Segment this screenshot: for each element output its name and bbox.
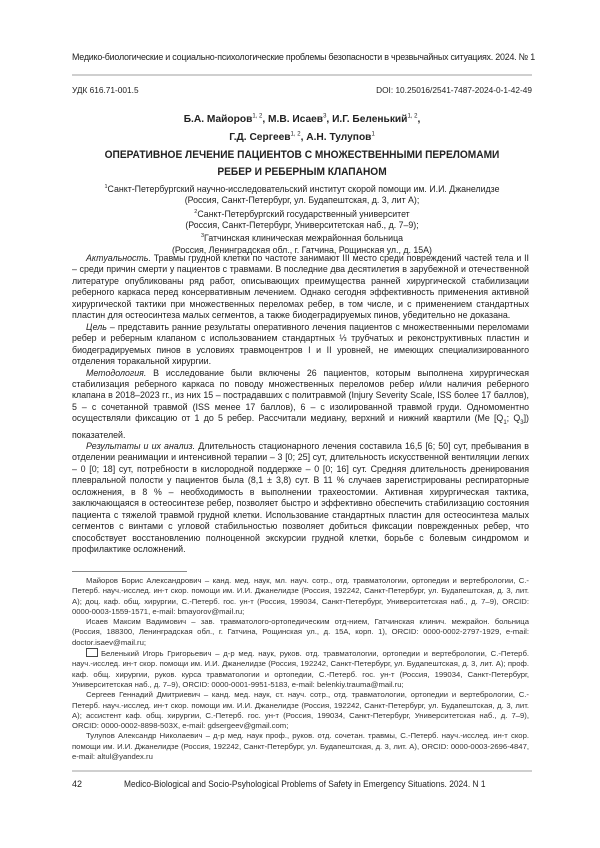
doi[interactable]: DOI: 10.25016/2541-7487-2024-0-1-42-49 <box>376 85 532 95</box>
footnote: Исаев Максим Вадимович – зав. травматолого-ортопедическим отд-нием, Гатчинская клинич. межрайон. больница (Россия, 188300, Ленинградская обл., г. Гатчина, Рощинская ул., д. 15А, корп. 1), ORCID: 0000-0002-2797-1929, e-mail: doctor.isaev@mail.ru; <box>72 617 529 648</box>
footnote-divider <box>72 571 187 572</box>
header-divider <box>72 74 532 76</box>
footer-journal-title: Medico-Biological and Socio-Psyhological Problems of Safety in Emergency Situations. 2024. N 1 <box>124 779 485 789</box>
running-head: Медико-биологические и социально-психологические проблемы безопасности в чрезвычайных ситуациях. 2024. № 1 <box>72 52 500 63</box>
author: Б.А. Майоров1, 2, <box>184 114 268 125</box>
footnote: Беленький Игорь Григорьевич – д-р мед. наук, руков. отд. травматологии, ортопедии и вертебрологии, С.-Петерб. науч.-исслед. ин-т скор. помощи им. И.И. Джанелидзе (Россия, 192242, Санкт-Петербург, ул. Будапештская, д. 3, лит. А); проф. каф. общ. хирургии, руков. курса травматологии и ортопедии, С.-Петерб. гос. ун-т (Россия, 199034, Санкт-Петербург, Университетская наб., д. 7–9), ORCID: 0000-0001-9951-5183, e-mail: belenkiy.trauma@mail.ru; <box>72 648 529 690</box>
author-footnotes <box>72 576 529 762</box>
author: А.Н. Тулупов1 <box>306 132 375 143</box>
abstract <box>72 253 529 556</box>
abstract-aim: Цель – представить ранние результаты оперативного лечения пациентов с множественными переломами ребер и реберным клапаном с использованием стандартных ⅓ трубчатых и реконструктивных пластин и биодеградируемых пинов в условиях травмоцентров I и II уровней, не имеющих специализированного отделения торакальной хирургии. <box>72 322 529 368</box>
envelope-icon <box>86 648 98 657</box>
author: М.В. Исаев3, <box>268 114 332 125</box>
article-title <box>95 147 509 181</box>
abstract-relevance: Актуальность. Травмы грудной клетки по частоте занимают III место среди повреждений частей тела и II – среди причин смерти у пациентов с травмами. В последние два десятилетия в зарубежной и отечественной литературе опубликованы ряд работ, описывающих преимущества ранней хирургической стабилизации реберного каркаса перед консервативным лечением. Однако сегодня эффективность применения активной хирургической тактики при множественных переломах ребер, в том числе, и с применением стандартных пластин для остеосинтеза малых сегментов, а также биодеградируемых пинов, убедительно не доказана. <box>72 253 529 322</box>
abstract-methods: Методология. В исследование были включены 26 пациентов, которым выполнена хирургическая стабилизация реберного каркаса по поводу множественных переломов ребер и/или наличия реберного клапана в 2018–2023 гг., из них 15 – пострадавших с политравмой (Injury Severity Scale, ISS более 17 баллов), 5 – с сочетанной травмой (ISS менее 17 баллов), 6 – с изолированной травмой груди. Одномоментно осуществляли фиксацию от 1 до 5 ребер. Рассчитали медиану, верхний и нижний квартили (Me [Q1; Q3]) показателей. <box>72 368 529 441</box>
author-list <box>72 110 532 145</box>
author: Г.Д. Сергеев1, 2, <box>229 132 306 143</box>
footnote: Майоров Борис Александрович – канд. мед. наук, мл. науч. сотр., отд. травматологии, ортопедии и вертебрологии, С.-Петерб. науч.-исслед. ин-т скор. помощи им. И.И. Джанелидзе (Россия, 192242, Санкт-Петербург, ул. Будапештская, д. 3, лит. А); доц. каф. общ. хирургии, С.-Петерб. гос. ун-т (Россия, 199034, Санкт-Петербург, Университетская наб., д. 7–9), ORCID: 0000-0003-1559-1571, e-mail: bmayorov@mail.ru; <box>72 576 529 617</box>
udk-code: УДК 616.71-001.5 <box>72 85 139 95</box>
page-number: 42 <box>72 779 82 789</box>
title-line: РЕБЕР И РЕБЕРНЫМ КЛАПАНОМ <box>95 164 509 181</box>
author: И.Г. Беленький1, 2, <box>332 114 420 125</box>
affiliation: 3Гатчинская клиническая межрайонная больница (Россия, Ленинградская обл., г. Гатчина, Рощинская ул., д. 15А) <box>72 231 532 256</box>
affiliation: 1Санкт-Петербургский научно-исследовательский институт скорой помощи им. И.И. Джанелидзе (Россия, Санкт-Петербург, ул. Будапештская, д. 3, лит А); <box>72 182 532 207</box>
footer-divider <box>72 770 532 772</box>
affiliation: 2Санкт-Петербургский государственный университет (Россия, Санкт-Петербург, Университетская наб., д. 7–9); <box>72 207 532 232</box>
abstract-results: Результаты и их анализ. Длительность стационарного лечения составила 16,5 [6; 50] сут, пребывания в отделении реанимации и интенсивной терапии – 3 [0; 25] сут, длительность искусственной вентиляции легких – 0 [0; 18] сут, потребности в кислородной поддержке – 0 [0; 16] сут. Средняя длительность дренирования плевральной полости у пациентов была (8,1 ± 3,8) сут. В 11 % случаев зарегистрированы респираторные осложнения, в 8 % – необходимость в выполнении трахеостомии. Активная хирургическая тактика, заключающаяся в остеосинтезе ребер, позволяет быстро и эффективно обеспечить стабилизацию состояния пациента с тяжелой травмой грудной клетки. Использование стандартных пластин для остеосинтеза малых сегментов с винтами с угловой стабильностью позволяет добиться фиксации поврежденных ребер, что способствует восстановлению полноценной экскурсии грудной клетки, борьбе с болевым синдромом и профилактике осложнений. <box>72 441 529 556</box>
footnote: Тулупов Александр Николаевич – д-р мед. наук проф., руков. отд. сочетан. травмы, С.-Петерб. науч.-исслед. ин-т скор. помощи им. И.И. Джанелидзе (Россия, 192242, Санкт-Петербург, ул. Будапештская, д. 3, лит. А), ORCID: 0000-0003-2696-4847, e-mail: altul@yandex.ru <box>72 731 529 762</box>
title-line: ОПЕРАТИВНОЕ ЛЕЧЕНИЕ ПАЦИЕНТОВ С МНОЖЕСТВЕННЫМИ ПЕРЕЛОМАМИ <box>95 147 509 164</box>
affiliations <box>72 182 532 256</box>
footnote: Сергеев Геннадий Дмитриевич – канд. мед. наук, ст. науч. сотр., отд. травматологии, ортопедии и вертебрологии, С.-Петерб. науч.-исслед. ин-т скор. помощи им. И.И. Джанелидзе (Россия, 192242, Санкт-Петербург, ул. Будапештская, д. 3, лит. А); ассистент каф. общ. хирургии, С.-Петерб. гос. ун-т (Россия, 199034, Санкт-Петербург, Университетская наб., д. 7–9), ORCID: 0000-0002-8898-503X, e-mail: gdsergeev@gmail.com; <box>72 690 529 731</box>
